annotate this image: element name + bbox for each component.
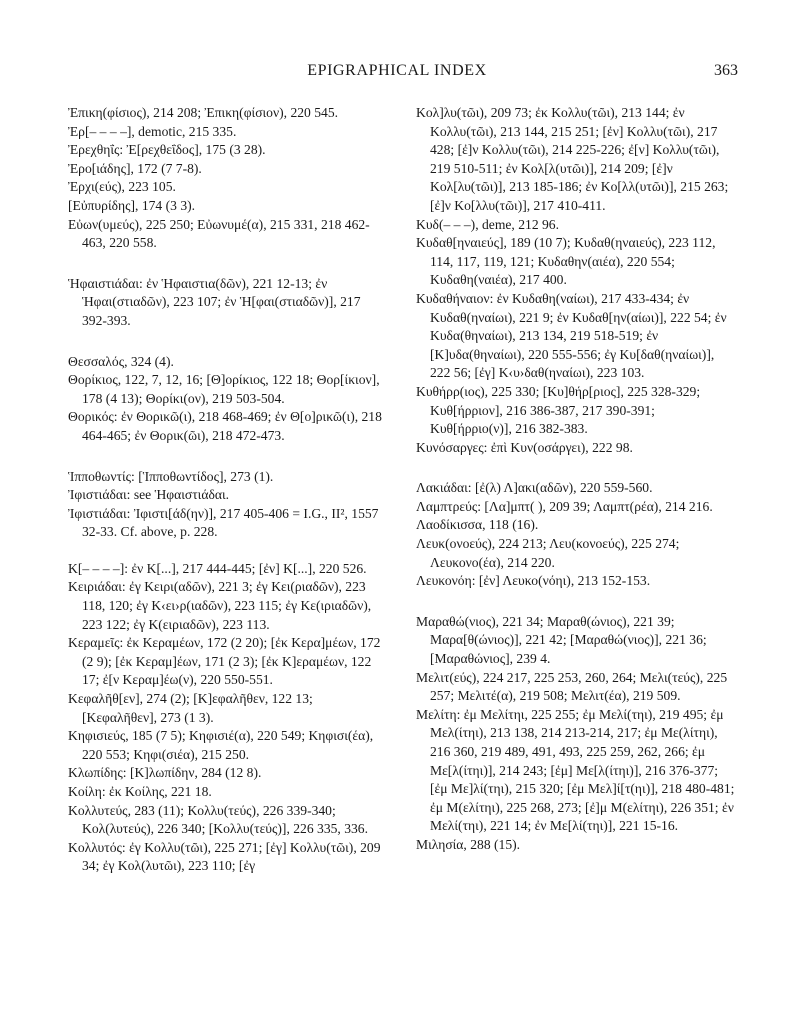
index-entry: Ἰφιστιάδαι: Ἰφιστι[άδ(ην)], 217 405-406 = I.G., II², 1557 32-33. Cf. above, p. 228. — [68, 505, 379, 540]
index-entry: Κοίλη: ἐκ Κοίλης, 221 18. — [68, 784, 212, 799]
index-entry: Θορίκιος, 122, 7, 12, 16; [Θ]ορίκιος, 122 18; Θορ[ίκιον], 178 (4 13); Θορίκι(ον), 219 503-504. — [68, 372, 380, 406]
index-entry: Θεσσαλός, 324 (4). — [68, 353, 174, 369]
index-entry: Κλωπίδης: [Κ]λωπίδην, 284 (12 8). — [68, 765, 262, 781]
index-entry: Κειριάδαι: ἐγ Κειρι(αδῶν), 221 3; ἐγ Κει(ριαδῶν), 223 118, 120; ἐγ Κ‹ει›ρ(ιαδῶν), 223 115; ἐγ Κε(ιριαδῶν), 223 122; ἐγ Κ(ειριαδῶν), 223 113. — [68, 579, 372, 632]
index-entry: Ἐρ[– – – –], demotic, 215 335. — [68, 123, 237, 139]
index-entry: Ἐρο[ιάδης], 172 (7 7-8). — [68, 160, 202, 176]
index-entry: Κυδαθ[ηναιεύς], 189 (10 7); Κυδαθ(ηναιεύς), 223 112, 114, 117, 119, 121; Κυδαθην(αιέα), 220 554; Κυδαθη(ναιέα), 217 400. — [416, 235, 716, 288]
index-entry: Ἐπικη(φίσιος), 214 208; Ἐπικη(φίσιον), 220 545. — [68, 105, 339, 120]
letter-group-divider — [68, 253, 386, 275]
index-entry: Ἐρχι(εύς), 223 105. — [68, 179, 176, 195]
letter-group-divider — [416, 591, 736, 613]
index-entry: Ἰφιστιάδαι: see Ἡφαιστιάδαι. — [68, 487, 230, 503]
index-entry: Ἡφαιστιάδαι: ἐν Ἡφαιστια(δῶν), 221 12-13; ἐν Ἡφαι(στιαδῶν), 223 107; ἐν Ἡ[φαι(στιαδῶν)], 217 392-393. — [68, 275, 361, 328]
index-entry: Λευκονόη: [ἐν] Λευκο(νόηι), 213 152-153. — [416, 573, 651, 589]
index-entry: Ἱπποθωντίς: [Ἱπποθωντίδος], 273 (1). — [68, 468, 274, 484]
index-entry: Κολλυτός: ἐγ Κολλυ(τῶι), 225 271; [ἐγ] Κολλυ(τῶι), 209 34; ἐγ Κολ(λυτῶι), 223 110; [ἐγ — [68, 839, 381, 874]
index-entry: Ἐρεχθηΐς: Ἐ[ρεχθεΐδος], 175 (3 28). — [68, 142, 266, 158]
index-entry: Κεραμεῖς: ἐκ Κεραμέων, 172 (2 20); [ἐκ Κερα]μέων, 172 (2 9); [ἐκ Κεραμ]έων, 171 (2 3); [ἐκ Κ]εραμέων, 122 17; ἐ[ν Κεραμ]έω(ν), 220 550-551. — [68, 635, 381, 688]
running-title: EPIGRAPHICAL INDEX — [307, 62, 487, 79]
letter-group-divider — [416, 457, 736, 479]
letter-group-divider — [68, 331, 386, 353]
index-entry: Λευκ(ονοεύς), 224 213; Λευ(κονοεύς), 225 274; Λευκονο(έα), 214 220. — [416, 536, 680, 570]
index-entry: Κεφαλῆθ[εν], 274 (2); [Κ]εφαλῆθεν, 122 13; [Κεφαλῆθεν], 273 (1 3). — [68, 691, 313, 725]
index-entry: Κυθήρρ(ιος), 225 330; [Κυ]θήρ[ριος], 225 328-329; Κυθ[ήρριον], 216 386-387, 217 390-391; Κυθ[ήρριο(ν)], 216 382-383. — [416, 383, 701, 437]
index-entry: Λακιάδαι: [ἐ(λ) Λ]ακι(αδῶν), 220 559-560. — [416, 480, 653, 496]
index-entry: Κυδ(– – –), deme, 212 96. — [416, 216, 560, 232]
index-entry: Λαοδίκισσα, 118 (16). — [416, 517, 539, 533]
index-entry: Μαραθώ(νιος), 221 34; Μαραθ(ώνιος), 221 39; Μαρα[θ(ώνιος)], 221 42; [Μαραθώ(νιος)], 221 36; [Μαραθώνιος], 239 4. — [416, 613, 707, 667]
index-entry: Λαμπτρεύς: [Λα]μπτ( ), 209 39; Λαμπτ(ρέα), 214 216. — [416, 498, 713, 514]
index-entry: Μελιτ(εύς), 224 217, 225 253, 260, 264; Μελι(τεύς), 225 257; Μελιτέ(α), 219 508; Μελιτ(έα), 219 509. — [416, 669, 728, 704]
right-column — [416, 104, 736, 855]
page-header — [0, 62, 794, 84]
index-entry: Κηφισιεύς, 185 (7 5); Κηφισιέ(α), 220 549; Κηφισι(έα), 220 553; Κηφι(σιέα), 215 250. — [68, 728, 374, 762]
index-entry: Κ[– – – –]: ἐν Κ[...], 217 444-445; [ἐν] Κ[...], 220 526. — [68, 560, 367, 576]
page-number: 363 — [714, 62, 738, 79]
letter-group-divider — [68, 542, 386, 560]
index-entry: Μιλησία, 288 (15). — [416, 836, 521, 852]
index-entry: Μελίτη: ἐμ Μελίτηι, 225 255; ἐμ Μελί(τηι), 219 495; ἐμ Μελ(ίτηι), 213 138, 214 213-214, 217; ἐμ Με(λίτηι), 216 360, 219 489, 491, 493, 225 259, 262, 266; ἐμ Με[λ(ίτηι)], 214 243; [ἐμ] Με[λ(ίτηι)], 216 376-377; [ἐμ Με]λί(τηι), 215 320; [ἐμ Μελ]ί[τ(ηι)], 218 480-481; ἐμ Μ(ελίτηι), 225 268, 273; [ἐ]μ Μ(ελίτηι), 226 351; ἐν Μελί(τηι), 221 14; ἐν Με[λί(τηι)], 221 15-16. — [416, 706, 735, 834]
index-entry: Κυδαθήναιον: ἐν Κυδαθη(ναίωι), 217 433-434; ἐν Κυδαθ(ηναίωι), 221 9; ἐν Κυδαθ[ην(αίωι)], 222 54; ἐν Κυδα(θηναίωι), 213 134, 219 518-519; ἐν [Κ]υδα(θηναίωι), 220 555-556; ἐγ Κυ[δαθ(ηναίωι)], 222 56; [ἐγ] Κ‹υ›δαθ(ηναίωι), 223 103. — [416, 290, 727, 381]
index-entry: [Εὐπυρίδης], 174 (3 3). — [68, 197, 196, 213]
index-entry: Κολ]λυ(τῶι), 209 73; ἐκ Κολλυ(τῶι), 213 144; ἐν Κολλυ(τῶι), 213 144, 215 251; [ἐν] Κολλυ(τῶι), 217 428; [ἐ]ν Κολλυ(τῶι), 214 225-226; ἐ[ν] Κολλυ(τῶι), 219 510-511; ἐν Κολ[λ(υτῶι)], 214 209; [ἐ]ν Κολ[λυ(τῶι)], 213 185-186; ἐν Κο[λλ(υτῶι)], 215 263; [ἐ]ν Κο[λλυ(τῶι)], 217 410-411. — [416, 105, 729, 213]
left-column — [68, 104, 386, 876]
index-entry: Εὐων(υμεύς), 225 250; Εὐωνυμέ(α), 215 331, 218 462-463, 220 558. — [68, 216, 370, 251]
index-entry: Κολλυτεύς, 283 (11); Κολλυ(τεύς), 226 339-340; Κολ(λυτεύς), 226 340; [Κολλυ(τεύς)], 226 335, 336. — [68, 802, 369, 837]
letter-group-divider — [68, 446, 386, 468]
index-entry: Θορικός: ἐν Θορικῶ(ι), 218 468-469; ἐν Θ[ο]ρικῶ(ι), 218 464-465; ἐν Θορικ(ῶι), 218 472-473. — [68, 409, 382, 443]
index-entry: Κυνόσαργες: ἐπὶ Κυν(οσάργει), 222 98. — [416, 439, 633, 455]
